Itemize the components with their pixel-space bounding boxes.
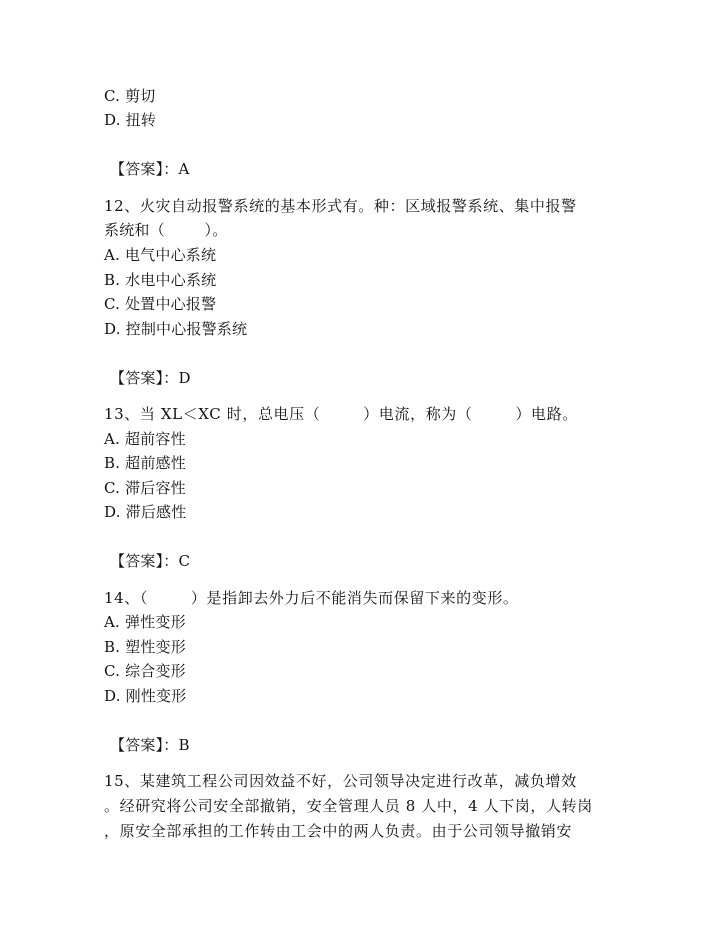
q11-option-c: C. 剪切 — [104, 87, 156, 105]
q11-option-d: D. 扭转 — [104, 111, 157, 129]
q13-stem: 13、当 XL＜XC 时，总电压（ ）电流，称为（ ）电路。 — [104, 405, 578, 423]
q13-option-a: A. 超前容性 — [104, 430, 186, 448]
q12-option-c: C. 处置中心报警 — [104, 295, 217, 313]
q12-answer: 【答案】：D — [110, 369, 191, 387]
q13-option-b: B. 超前感性 — [104, 454, 186, 472]
q14-option-d: D. 刚性变形 — [104, 687, 187, 705]
q12-option-b: B. 水电中心系统 — [104, 271, 217, 289]
q12-option-a: A. 电气中心系统 — [104, 246, 217, 264]
q12-option-d: D. 控制中心报警系统 — [104, 320, 248, 338]
q15-stem-line1: 15、某建筑工程公司因效益不好，公司领导决定进行改革，减负增效 — [104, 772, 577, 790]
q15-stem-line2: 。经研究将公司安全部撤销，安全管理人员 8 人中，4 人下岗，人转岗 — [104, 797, 593, 815]
q14-answer: 【答案】：B — [110, 736, 190, 754]
q13-answer: 【答案】：C — [110, 552, 191, 570]
q12-stem-line1: 12、火灾自动报警系统的基本形式有。种：区域报警系统、集中报警 — [104, 197, 577, 215]
q11-answer: 【答案】：A — [110, 160, 190, 178]
q14-option-c: C. 综合变形 — [104, 662, 186, 680]
q12-stem-line2: 系统和（ ）。 — [104, 221, 228, 239]
q14-stem: 14、（ ）是指卸去外力后不能消失而保留下来的变形。 — [104, 589, 519, 607]
q13-option-c: C. 滞后容性 — [104, 479, 186, 497]
q15-stem-line3: ，原安全部承担的工作转由工会中的两人负责。由于公司领导撤销安 — [104, 822, 573, 840]
q13-option-d: D. 滞后感性 — [104, 503, 187, 521]
q14-option-b: B. 塑性变形 — [104, 638, 186, 656]
q14-option-a: A. 弹性变形 — [104, 613, 186, 631]
